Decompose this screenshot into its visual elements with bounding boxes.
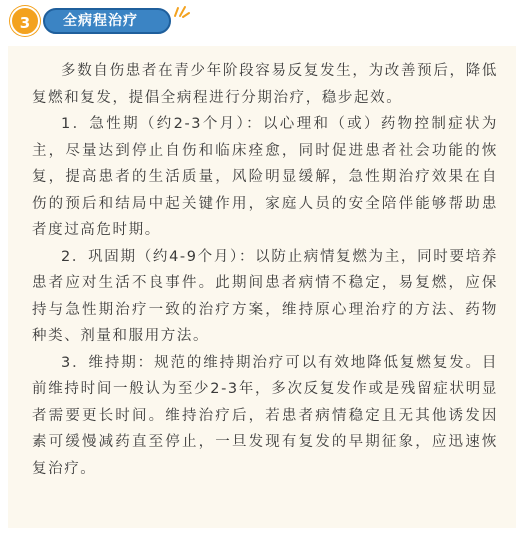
content-panel xyxy=(8,46,516,528)
consolidation-phase-paragraph: 2．巩固期（约4-9个月）：以防止病情复燃为主，同时要培养患者应对生活不良事件。此期间患者病情不稳定，易复燃，应保持与急性期治疗一致的治疗方案，维持原心理治疗的方法、药物种类、剂量和服用方法。 xyxy=(32,248,498,344)
acute-phase-paragraph: 1．急性期（约2-3个月）：以心理和（或）药物控制症状为主，尽量达到停止自伤和临床痊愈，同时促进患者社会功能的恢复，提高患者的生活质量，风险明显缓解，急性期治疗效果在自伤的预后和结局中起关键作用，家庭人员的安全陪伴能够帮助患者度过高危时期。 xyxy=(32,116,498,238)
intro-paragraph: 多数自伤患者在青少年阶段容易反复发生，为改善预后，降低复燃和复发，提倡全病程进行分期治疗，稳步起效。 xyxy=(32,63,498,106)
section-header xyxy=(10,6,210,36)
sparkle-icon xyxy=(172,2,190,18)
maintenance-phase-paragraph: 3．维持期：规范的维持期治疗可以有效地降低复燃复发。目前维持时间一般认为至少2-3年，多次反复发作或是残留症状明显者需要更长时间。维持治疗后，若患者病情稳定且无其他诱发因素可缓慢减药直至停止，一旦发现有复发的早期征象，应迅速恢复治疗。 xyxy=(32,354,498,477)
section-title: 全病程治疗 xyxy=(43,8,171,34)
section-number-badge: 3 xyxy=(10,6,40,36)
